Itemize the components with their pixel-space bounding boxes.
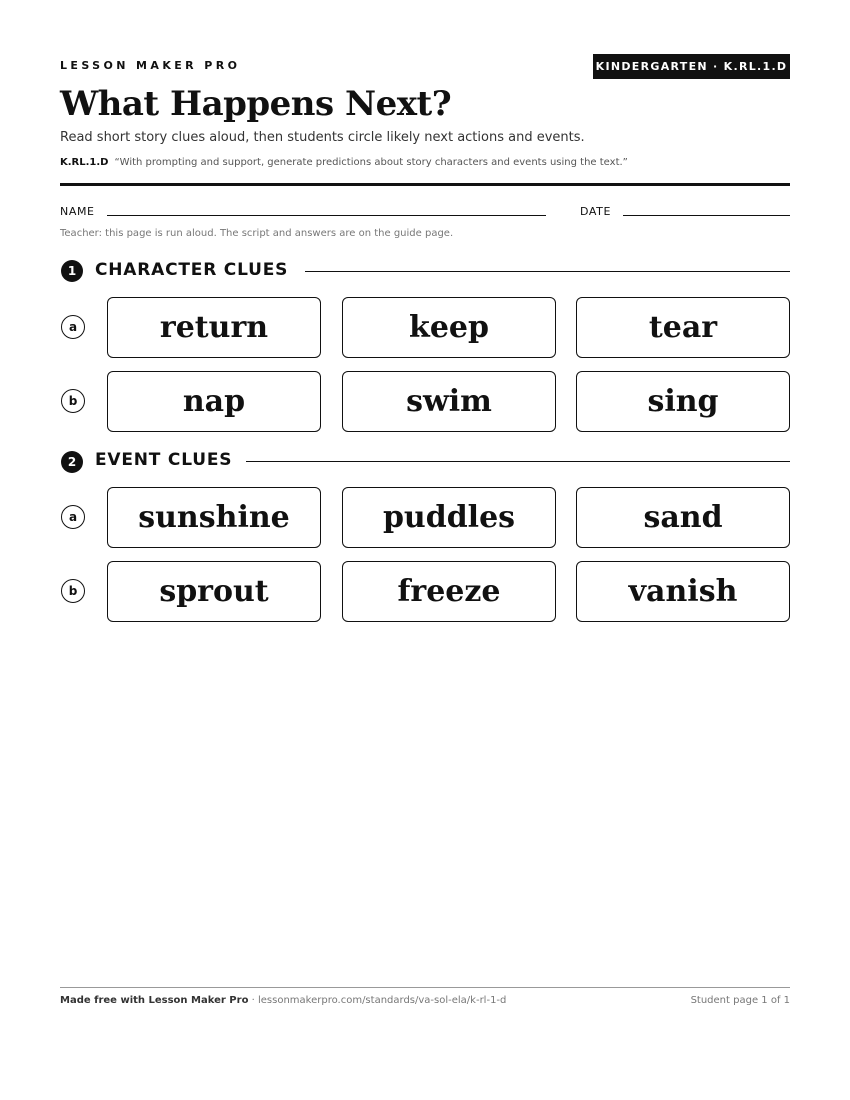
name-line[interactable] bbox=[107, 215, 546, 216]
section-2-number: 2 bbox=[61, 451, 83, 473]
teacher-note: Teacher: this page is run aloud. The script and answers are on the guide page. bbox=[60, 228, 454, 239]
section-2-rule bbox=[246, 461, 790, 462]
grade-badge: KINDERGARTEN · K.RL.1.D bbox=[593, 54, 790, 79]
word-card-keep[interactable]: keep bbox=[342, 297, 556, 358]
word-card-sprout[interactable]: sprout bbox=[107, 561, 321, 622]
standard-code: K.RL.1.D bbox=[60, 157, 109, 168]
word-card-swim[interactable]: swim bbox=[342, 371, 556, 432]
row-label-2a: a bbox=[61, 505, 85, 529]
section-1-number: 1 bbox=[61, 260, 83, 282]
word-card-tear[interactable]: tear bbox=[576, 297, 790, 358]
header-divider bbox=[60, 183, 790, 186]
page-title: What Happens Next? bbox=[60, 84, 452, 124]
standard-statement bbox=[60, 157, 628, 168]
date-line[interactable] bbox=[623, 215, 790, 216]
word-card-vanish[interactable]: vanish bbox=[576, 561, 790, 622]
section-1-rule bbox=[305, 271, 790, 272]
word-card-puddles[interactable]: puddles bbox=[342, 487, 556, 548]
footer-made-with: Made free with Lesson Maker Pro bbox=[60, 995, 249, 1006]
footer-url[interactable]: · lessonmakerpro.com/standards/va-sol-ela/k-rl-1-d bbox=[248, 995, 507, 1006]
word-card-sunshine[interactable]: sunshine bbox=[107, 487, 321, 548]
word-card-nap[interactable]: nap bbox=[107, 371, 321, 432]
standard-text: “With prompting and support, generate predictions about story characters and events using the text.” bbox=[114, 157, 628, 168]
row-label-1b: b bbox=[61, 389, 85, 413]
row-label-1a: a bbox=[61, 315, 85, 339]
footer-divider bbox=[60, 987, 790, 988]
name-label: NAME bbox=[60, 205, 95, 218]
word-card-freeze[interactable]: freeze bbox=[342, 561, 556, 622]
word-card-return[interactable]: return bbox=[107, 297, 321, 358]
brand-name: LESSON MAKER PRO bbox=[60, 59, 241, 72]
date-label: DATE bbox=[580, 205, 612, 218]
footer-credit bbox=[60, 995, 506, 1006]
section-1-title: CHARACTER CLUES bbox=[95, 260, 289, 280]
section-2-title: EVENT CLUES bbox=[95, 450, 233, 470]
row-label-2b: b bbox=[61, 579, 85, 603]
page-subtitle: Read short story clues aloud, then students circle likely next actions and events. bbox=[60, 130, 585, 145]
word-card-sand[interactable]: sand bbox=[576, 487, 790, 548]
word-card-sing[interactable]: sing bbox=[576, 371, 790, 432]
footer-page-number: Student page 1 of 1 bbox=[690, 995, 790, 1006]
